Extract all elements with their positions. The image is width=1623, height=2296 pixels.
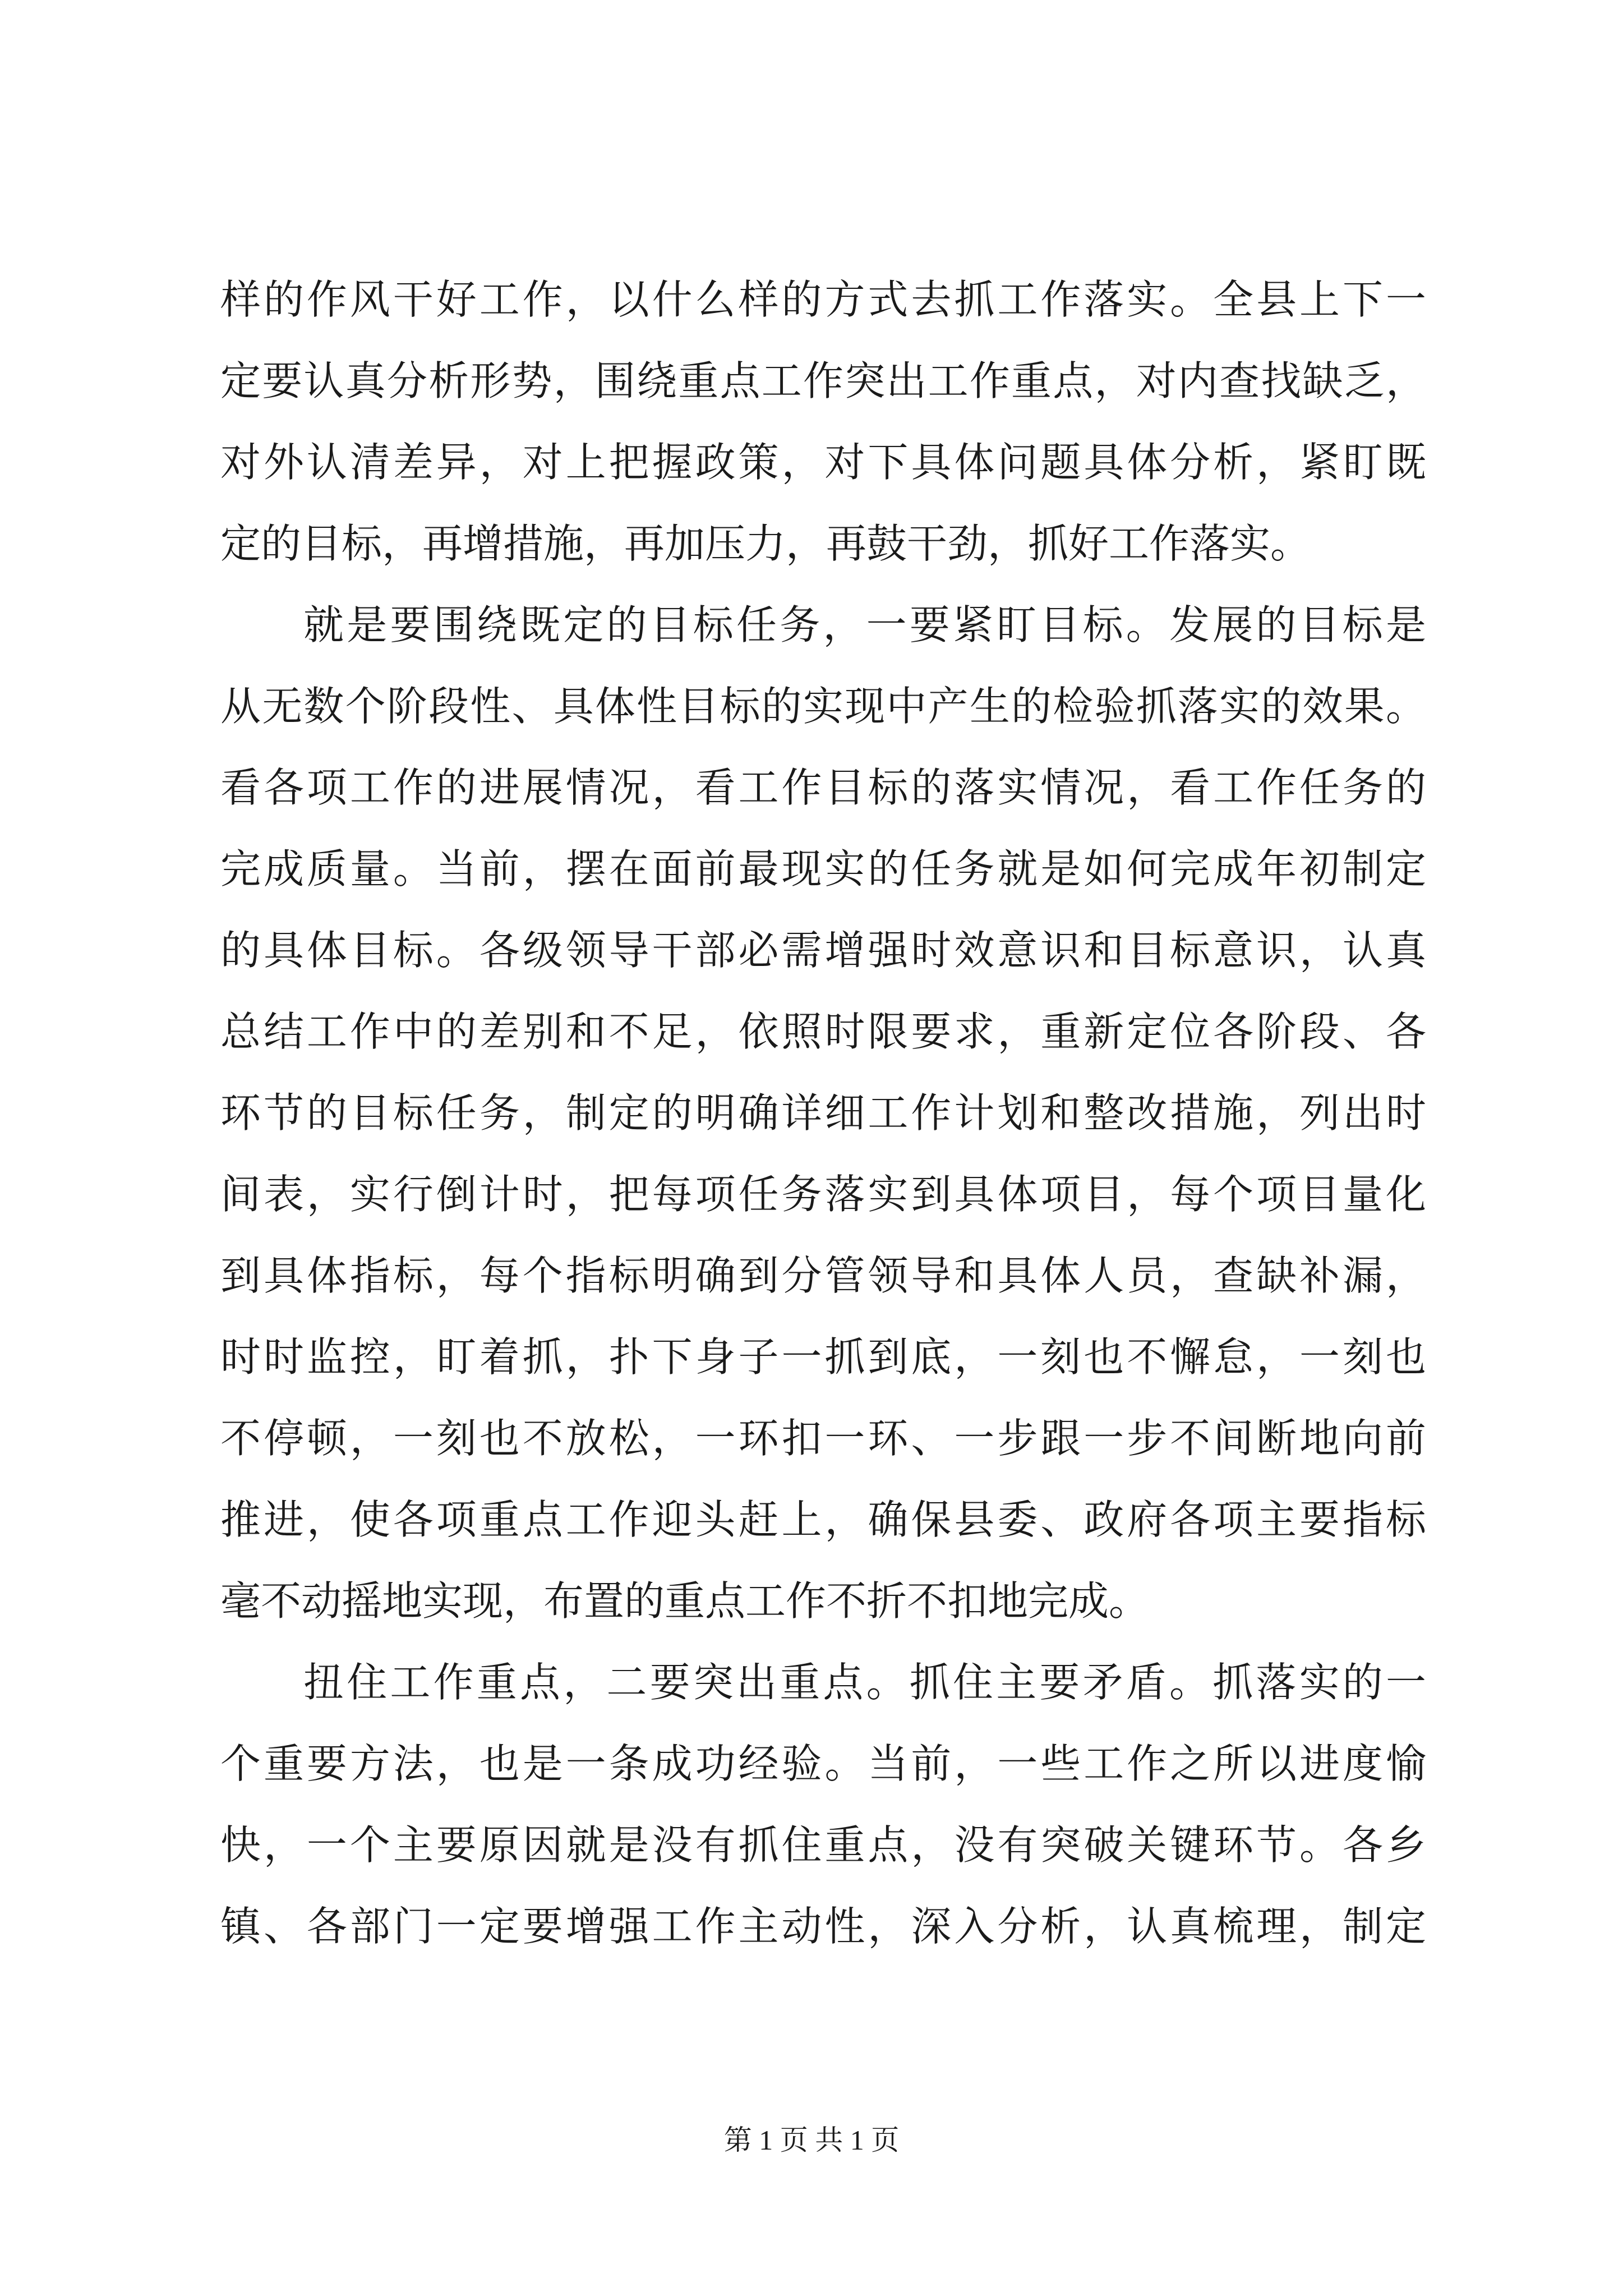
- text-line: 间表，实行倒计时，把每项任务落实到具体项目，每个项目量化: [220, 1171, 1426, 1218]
- text-line: 总结工作中的差别和不足，依照时限要求，重新定位各阶段、各: [220, 1008, 1426, 1055]
- text-line: 镇、各部门一定要增强工作主动性，深入分析，认真梳理，制定: [220, 1903, 1426, 1950]
- text-line: 的具体目标。各级领导干部必需增强时效意识和目标意识，认真: [220, 927, 1426, 974]
- text-line: 到具体指标，每个指标明确到分管领导和具体人员，查缺补漏，: [220, 1252, 1426, 1299]
- text-line: 毫不动摇地实现，布置的重点工作不折不扣地完成。: [220, 1577, 1150, 1625]
- text-line: 从无数个阶段性、具体性目标的实现中产生的检验抓落实的效果。: [220, 683, 1426, 730]
- text-line: 定要认真分析形势，围绕重点工作突出工作重点，对内查找缺乏，: [220, 357, 1426, 404]
- text-line: 不停顿，一刻也不放松，一环扣一环、一步跟一步不间断地向前: [220, 1415, 1426, 1462]
- text-line: 个重要方法，也是一条成功经验。当前，一些工作之所以进度愉: [220, 1740, 1426, 1787]
- text-line: 对外认清差异，对上把握政策，对下具体问题具体分析，紧盯既: [220, 439, 1426, 486]
- text-line: 推进，使各项重点工作迎头赶上，确保县委、政府各项主要指标: [220, 1496, 1426, 1543]
- text-line: 环节的目标任务，制定的明确详细工作计划和整改措施，列出时: [220, 1089, 1426, 1137]
- text-line: 样的作风干好工作，以什么样的方式去抓工作落实。全县上下一: [220, 276, 1426, 323]
- text-line: 时时监控，盯着抓，扑下身子一抓到底，一刻也不懈怠，一刻也: [220, 1333, 1426, 1381]
- page-number-footer: 第 1 页 共 1 页: [723, 2124, 900, 2156]
- body-text: [220, 259, 1426, 1967]
- text-line: 就是要围绕既定的目标任务，一要紧盯目标。发展的目标是: [303, 601, 1426, 648]
- text-line: 扭住工作重点，二要突出重点。抓住主要矛盾。抓落实的一: [303, 1659, 1426, 1706]
- text-line: 快，一个主要原因就是没有抓住重点，没有突破关键环节。各乡: [220, 1821, 1426, 1869]
- text-line: 定的目标，再增措施，再加压力，再鼓干劲，抓好工作落实。: [220, 520, 1311, 567]
- text-line: 完成质量。当前，摆在面前最现实的任务就是如何完成年初制定: [220, 845, 1426, 892]
- text-line: 看各项工作的进展情况，看工作目标的落实情况，看工作任务的: [220, 764, 1426, 811]
